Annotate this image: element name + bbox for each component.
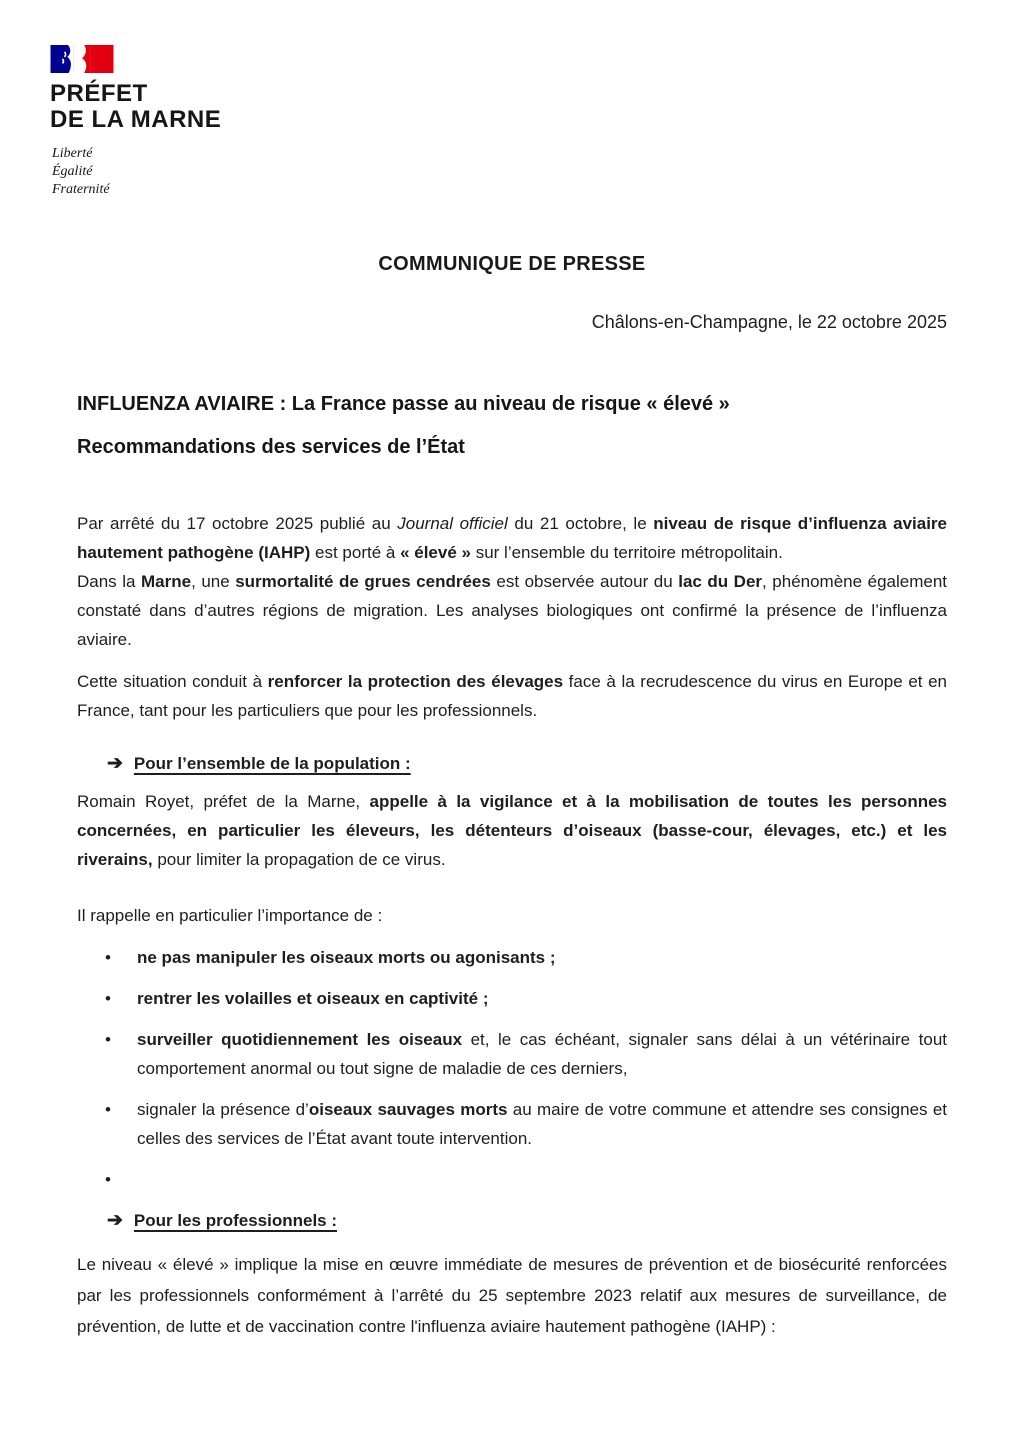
motto-liberte: Liberté <box>52 146 93 161</box>
paragraph-situation: Cette situation conduit à renforcer la protection des élevages face à la recrudescence du virus en Europe et en France, tant pour les particuliers que pour les professionnels. <box>77 672 947 720</box>
paragraph-niveau-eleve: Le niveau « élevé » implique la mise en œuvre immédiate de mesures de prévention et de biosécurité renforcées par les professionnels conformément à l’arrêté du 25 septembre 2023 relatif aux mesures de surveillance, de prévention, de lutte et de vaccination contre l'influenza aviaire hautement pathogène (IAHP) : <box>77 1255 947 1336</box>
arrow-right-icon: ➔ <box>107 753 123 774</box>
list-item-rentrer: • rentrer les volailles et oiseaux en captivité ; <box>137 984 947 1013</box>
arrow-right-icon: ➔ <box>107 1210 123 1231</box>
list-item-surveiller: • surveiller quotidiennement les oiseaux et, le cas échéant, signaler sans délai à un vétérinaire tout comportement anormal ou tout signe de maladie de ces derniers, <box>137 1025 947 1083</box>
document-type-heading: COMMUNIQUE DE PRESSE <box>378 253 646 275</box>
subtitle: Recommandations des services de l’État <box>77 436 465 458</box>
list-item-manipuler: • ne pas manipuler les oiseaux morts ou agonisants ; <box>137 943 947 972</box>
body-content <box>77 509 947 1342</box>
list-item-signaler: • signaler la présence d’oiseaux sauvages morts au maire de votre commune et attendre ses consignes et celles des services de l’État avant toute intervention. <box>137 1095 947 1153</box>
section-heading-professionals <box>107 1206 947 1235</box>
motto-egalite: Égalité <box>52 164 93 179</box>
dateline: Châlons-en-Champagne, le 22 octobre 2025 <box>591 312 947 332</box>
list-item-empty <box>137 1165 947 1194</box>
main-title: INFLUENZA AVIAIRE : La France passe au niveau de risque « élevé » <box>77 393 730 415</box>
intro-block <box>77 509 947 654</box>
french-flag-marianne-icon <box>50 45 114 73</box>
institution-line1: PRÉFET <box>50 80 148 107</box>
paragraph-rappel: Il rappelle en particulier l’importance de : <box>77 906 383 925</box>
section-heading-professionals-label: Pour les professionnels : <box>133 1211 338 1230</box>
recommendations-list <box>77 943 947 1194</box>
republic-motto <box>52 145 947 199</box>
republic-logo <box>50 0 947 199</box>
motto-fraternite: Fraternité <box>52 182 110 197</box>
paragraph-arrete: Par arrêté du 17 octobre 2025 publié au Journal officiel du 21 octobre, le niveau de risque d’influenza aviaire hautement pathogène (IAHP) est porté à « élevé » sur l’ensemble du territoire métropolitain. <box>77 514 947 562</box>
section-heading-population <box>107 749 947 778</box>
section-heading-population-label: Pour l’ensemble de la population : <box>133 754 411 773</box>
institution-line2: DE LA MARNE <box>50 106 222 133</box>
paragraph-prefet: Romain Royet, préfet de la Marne, appelle à la vigilance et à la mobilisation de toutes les personnes concernées, en particulier les éleveurs, les détenteurs d’oiseaux (basse-cour, élevages, etc.) et les riverains, pour limiter la propagation de ce virus. <box>77 792 947 869</box>
paragraph-marne: Dans la Marne, une surmortalité de grues cendrées est observée autour du lac du Der, phénomène également constaté dans d’autres régions de migration. Les analyses biologiques ont confirmé la présence de l’influenza aviaire. <box>77 572 947 649</box>
institution-name <box>50 81 947 133</box>
